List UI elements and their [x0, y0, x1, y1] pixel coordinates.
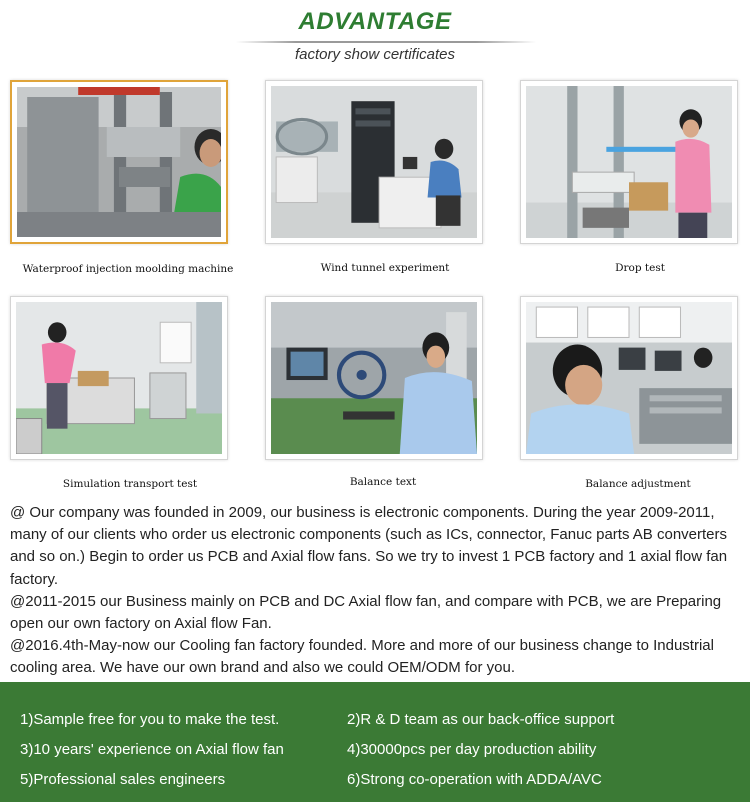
drop-test-photo	[526, 86, 732, 238]
photo-balance-test[interactable]	[265, 296, 483, 460]
advantage-header	[0, 0, 750, 72]
photo-injection-machine[interactable]	[10, 80, 228, 244]
feature-item-6: 6)Strong co-operation with ADDA/AVC	[347, 771, 602, 788]
feature-item-5: 5)Professional sales engineers	[20, 771, 226, 788]
photo-wind-tunnel[interactable]	[265, 80, 483, 244]
injection-machine-photo	[17, 87, 221, 237]
feature-item-4: 4)30000pcs per day production ability	[347, 741, 597, 758]
caption-wind-tunnel: Wind tunnel experiment	[320, 262, 450, 274]
photo-balance-adjustment[interactable]	[520, 296, 738, 460]
balance-test-photo	[271, 302, 477, 454]
caption-drop-test: Drop test	[615, 262, 665, 274]
photo-drop-test[interactable]	[520, 80, 738, 244]
caption-balance-test: Balance text	[349, 476, 417, 488]
history-paragraph-1: @ Our company was founded in 2009, our business is electronic components. During the year 2009-2011, many of our clients who order us electronic components (such as ICs, connector, Fanuc parts AB converters and so on.) Begin to order us PCB and Axial flow fans. So we try to invest 1 PCB factory and 1 axial flow fan factory.	[10, 504, 728, 588]
caption-injection-machine: Waterproof injection moolding machine	[22, 263, 234, 275]
page-title: ADVANTAGE	[298, 8, 452, 35]
page-subtitle: factory show certificates	[294, 46, 456, 63]
feature-item-2: 2)R & D team as our back-office support	[347, 711, 615, 728]
history-paragraph-2: @2011-2015 our Business mainly on PCB and DC Axial flow fan, and compare with PCB, we are Preparing open our own factory on Axial flow Fan.	[10, 592, 722, 633]
photo-transport-test[interactable]	[10, 296, 228, 460]
features-banner	[0, 682, 750, 802]
company-history	[10, 502, 742, 680]
history-paragraph-3: @2016.4th-May-now our Cooling fan factory founded. More and more of our business change to Industrial cooling area. We have our own brand and also we could OEM/ODM for you.	[10, 637, 714, 677]
transport-test-photo	[16, 302, 222, 454]
feature-item-1: 1)Sample free for you to make the test.	[20, 711, 280, 728]
caption-transport-test: Simulation transport test	[62, 478, 198, 490]
feature-item-3: 3)10 years' experience on Axial flow fan	[20, 741, 284, 758]
title-divider	[236, 41, 536, 43]
balance-adjustment-photo	[526, 302, 732, 454]
caption-balance-adjustment: Balance adjustment	[585, 478, 691, 490]
wind-tunnel-photo	[271, 86, 477, 238]
